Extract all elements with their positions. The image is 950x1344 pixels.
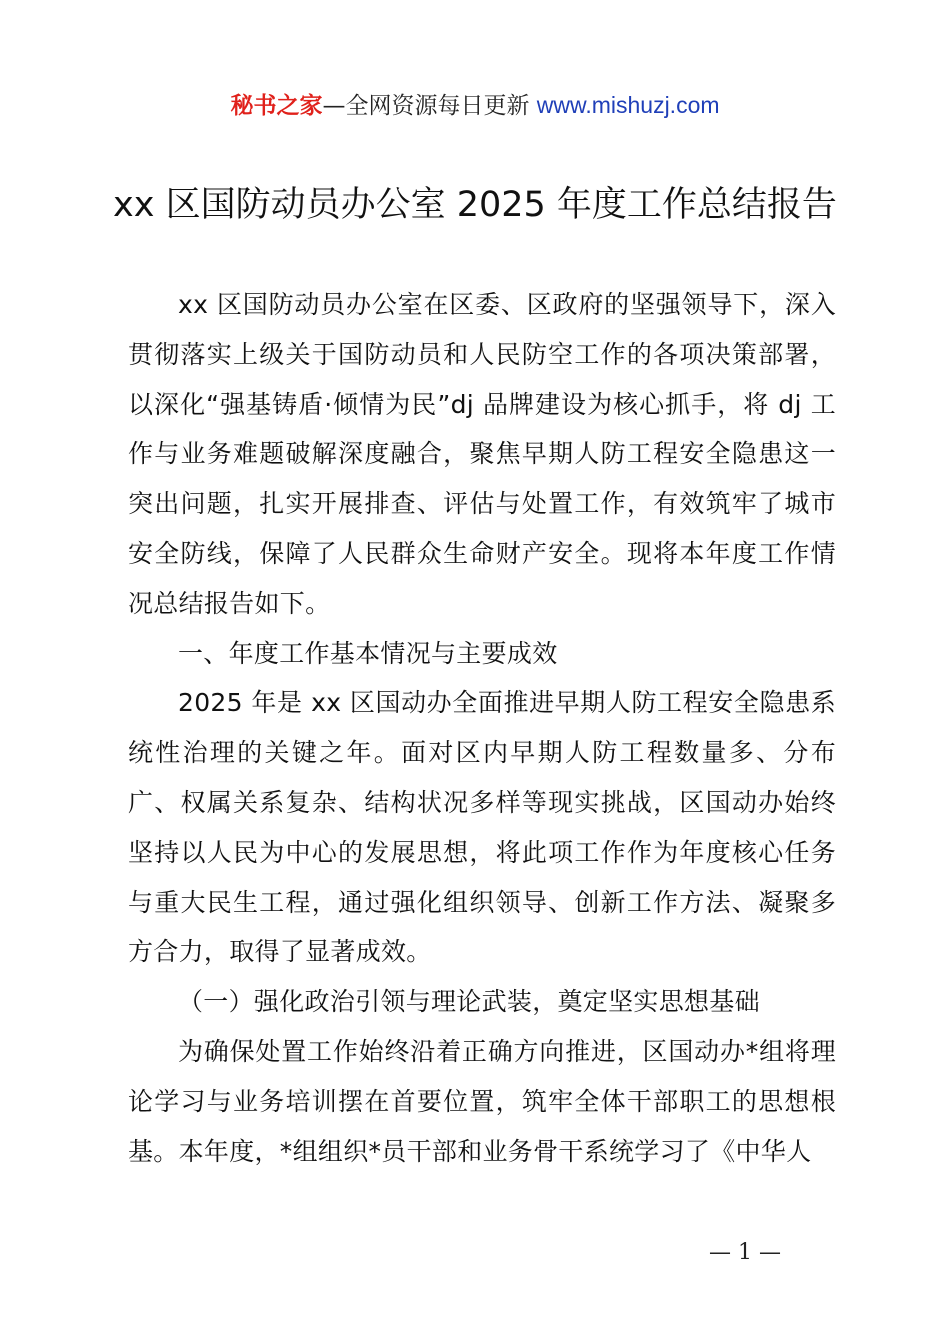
header-banner [0,88,950,123]
subsection-1-paragraph: 为确保处置工作始终沿着正确方向推进，区国动办*组将理论学习与业务培训摆在首要位置，筑牢全体干部职工的思想根基。本年度，*组组织*员干部和业务骨干系统学习了《中华人 [128,1036,836,1166]
intro-paragraph: xx 区国防动员办公室在区委、区政府的坚强领导下，深入贯彻落实上级关于国防动员和人民防空工作的各项决策部署，以深化“强基铸盾·倾情为民”dj 品牌建设为核心抓手，将 dj 工作与业务难题破解深度融合，聚焦早期人防工程安全隐患这一突出问题，扎实开展排查、评估与处置工作，有效筑牢了城市安全防线，保障了人民群众生命财产安全。现将本年度工作情况总结报告如下。 [128,290,836,618]
section-heading-1: 一、年度工作基本情况与主要成效 [178,638,558,668]
page-number: — 1 — [709,1240,781,1265]
banner-slogan: —全网资源每日更新 [322,93,537,119]
section-1-paragraph: 2025 年是 xx 区国动办全面推进早期人防工程安全隐患系统性治理的关键之年。面对区内早期人防工程数量多、分布广、权属关系复杂、结构状况多样等现实挑战，区国动办始终坚持以人民为中心的发展思想，将此项工作作为年度核心任务与重大民生工程，通过强化组织领导、创新工作方法、凝聚多方合力，取得了显著成效。 [128,688,836,967]
document-body [128,280,836,1176]
banner-site-link[interactable]: www.mishuzj.com [536,92,720,118]
banner-brand: 秘书之家 [230,93,323,119]
subsection-heading-1: （一）强化政治引领与理论武装，奠定坚实思想基础 [178,987,760,1017]
document-title: xx 区国防动员办公室 2025 年度工作总结报告 [113,185,837,225]
